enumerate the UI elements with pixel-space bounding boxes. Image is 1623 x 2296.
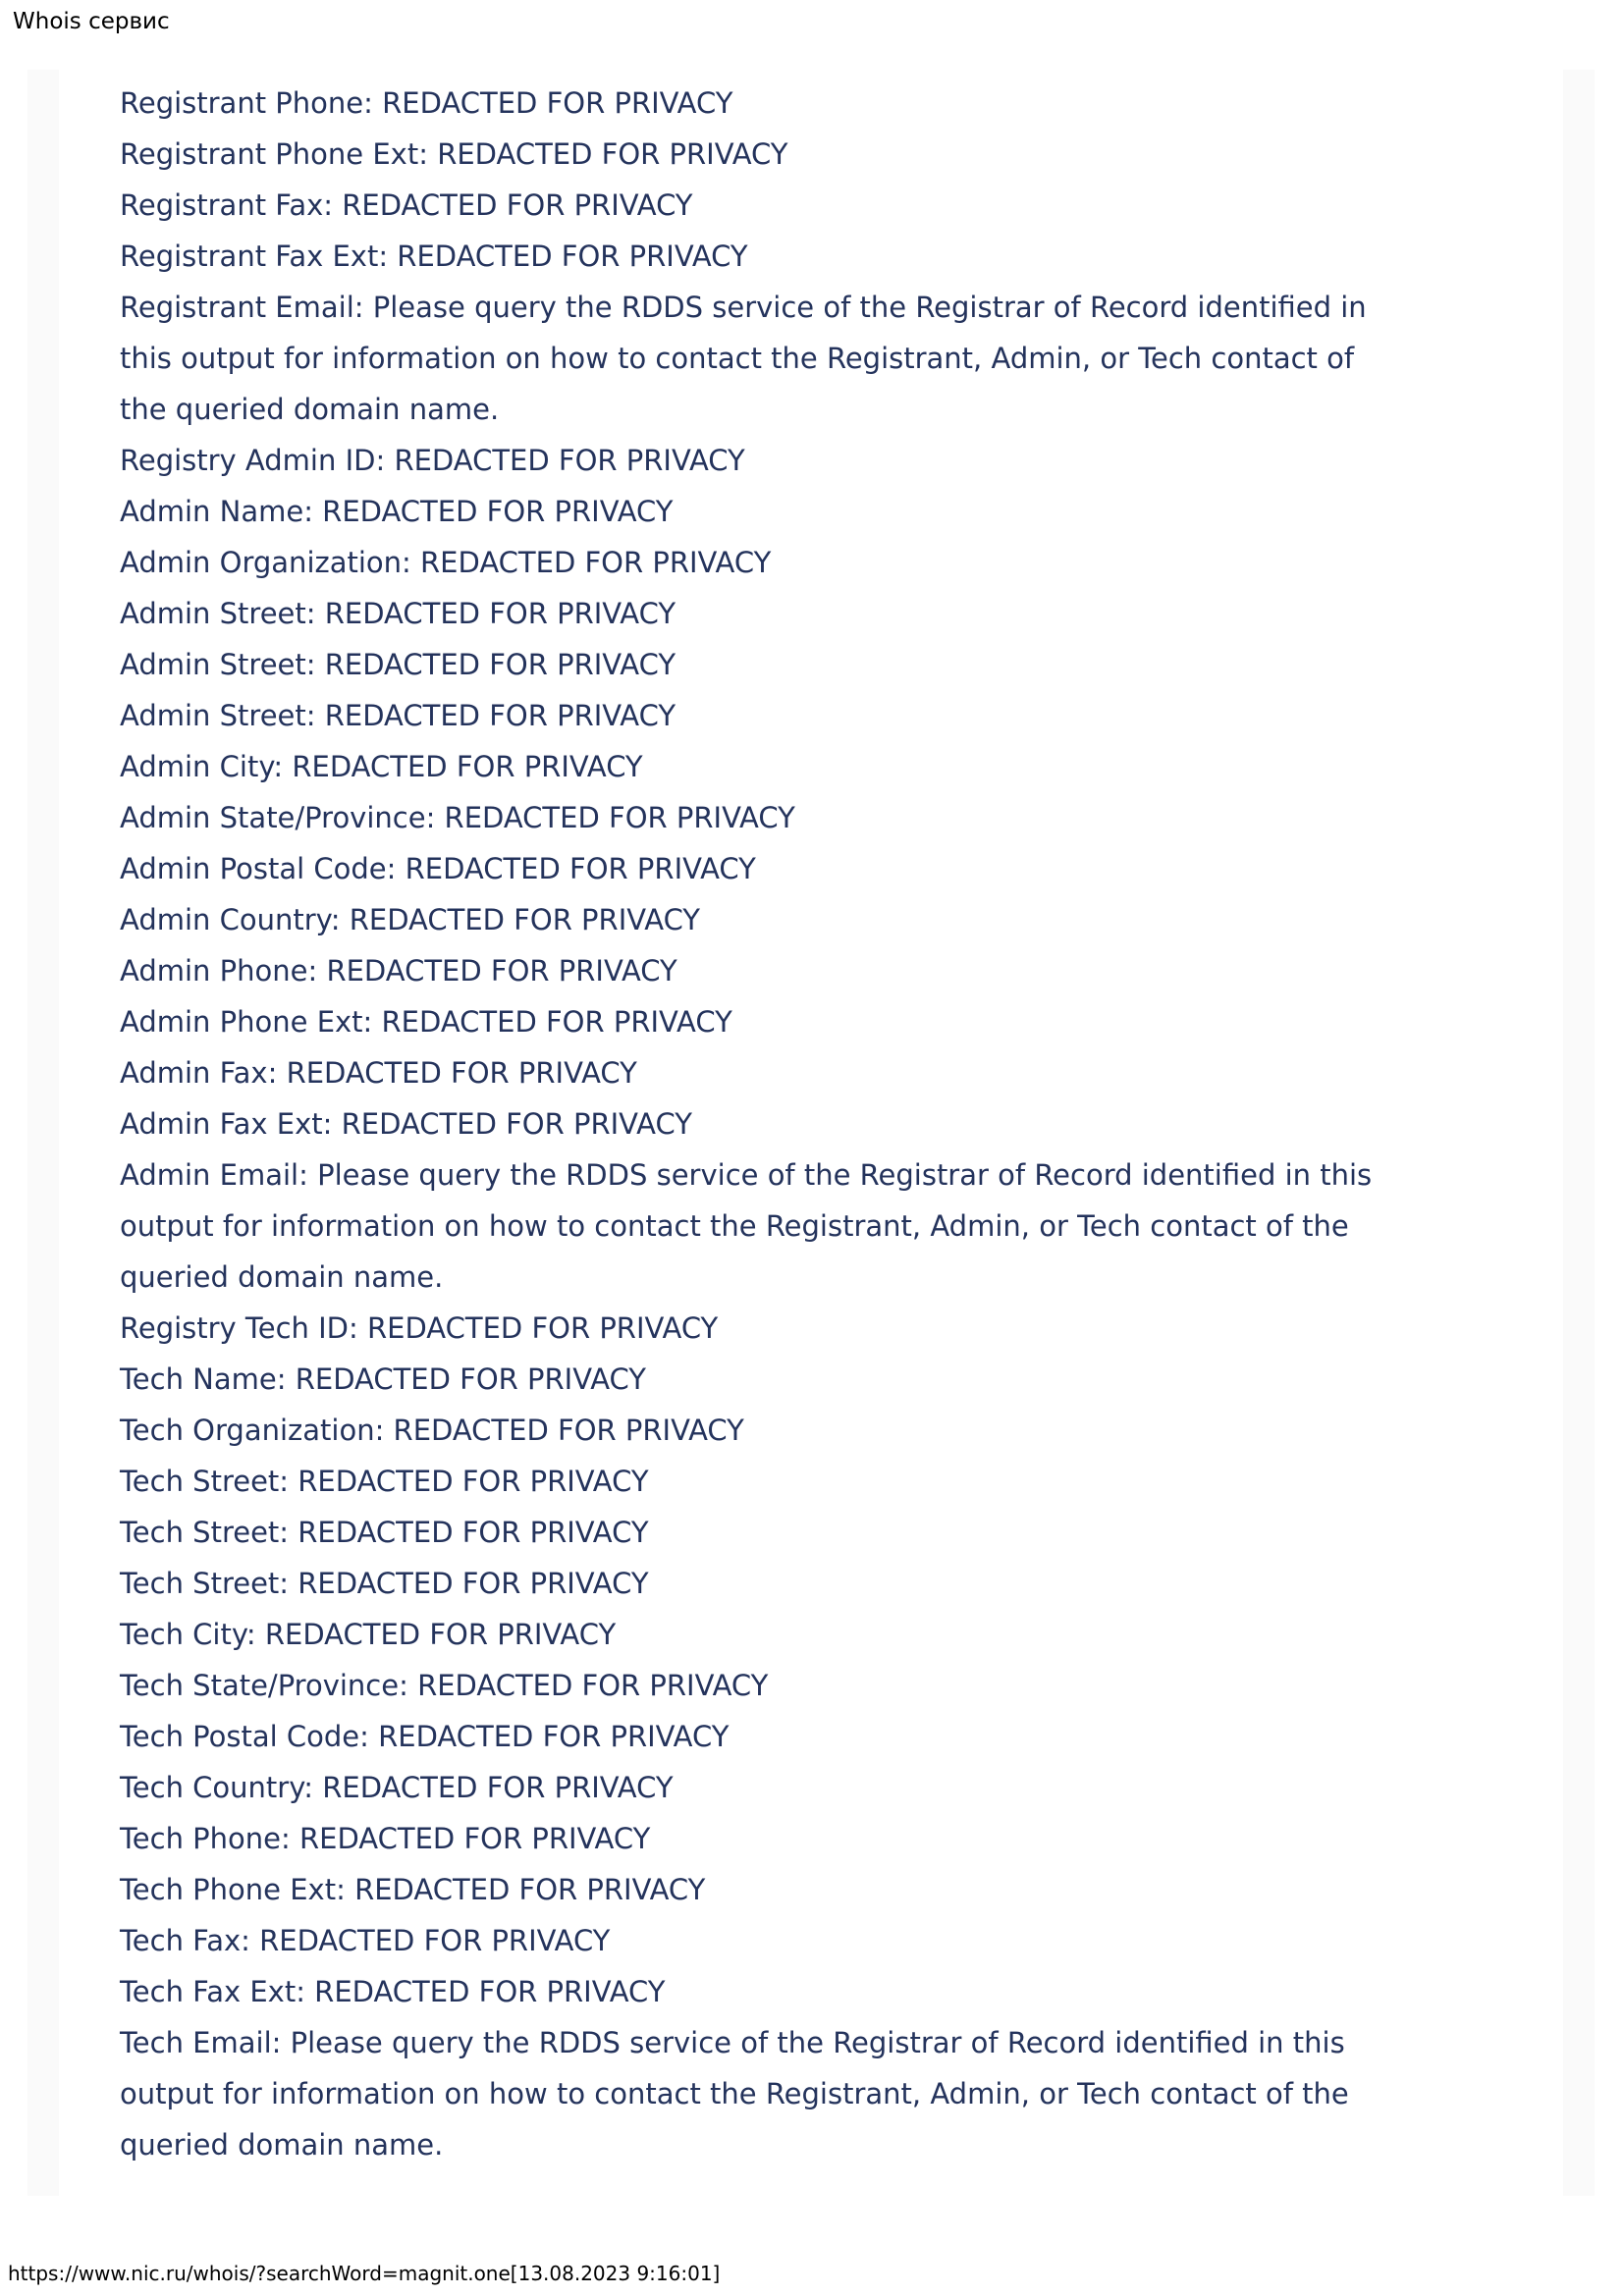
whois-output-line: Tech Street: REDACTED FOR PRIVACY: [120, 1516, 649, 1549]
whois-output-line: Admin Name: REDACTED FOR PRIVACY: [120, 495, 674, 528]
whois-output-panel: [27, 70, 1595, 2196]
whois-output-line: Tech State/Province: REDACTED FOR PRIVACY: [120, 1669, 769, 1702]
whois-output-line: Admin Street: REDACTED FOR PRIVACY: [120, 597, 676, 630]
whois-output-line: Registrant Fax Ext: REDACTED FOR PRIVACY: [120, 240, 748, 273]
whois-output-line: Tech Email: Please query the RDDS service of the Registrar of Record identified in this: [120, 2026, 1345, 2059]
whois-output-line: Admin Phone: REDACTED FOR PRIVACY: [120, 954, 677, 988]
whois-output-line: Admin Phone Ext: REDACTED FOR PRIVACY: [120, 1005, 732, 1039]
whois-output-line: Tech Postal Code: REDACTED FOR PRIVACY: [120, 1720, 730, 1753]
whois-output-line: queried domain name.: [120, 2128, 444, 2162]
whois-output-line: Registrant Phone Ext: REDACTED FOR PRIVACY: [120, 137, 788, 171]
whois-output-line: Admin Country: REDACTED FOR PRIVACY: [120, 903, 701, 936]
whois-output-line: Tech Fax Ext: REDACTED FOR PRIVACY: [120, 1975, 666, 2008]
whois-output-line: Tech Phone Ext: REDACTED FOR PRIVACY: [120, 1873, 706, 1906]
whois-output-line: Tech Street: REDACTED FOR PRIVACY: [120, 1465, 649, 1498]
whois-output-line: Tech Organization: REDACTED FOR PRIVACY: [120, 1414, 744, 1447]
whois-output-line: queried domain name.: [120, 1260, 444, 1294]
whois-output-line: Tech Phone: REDACTED FOR PRIVACY: [120, 1822, 651, 1855]
whois-output-line: Tech Fax: REDACTED FOR PRIVACY: [120, 1924, 611, 1957]
whois-output-line: output for information on how to contact the Registrant, Admin, or Tech contact of the: [120, 1209, 1349, 1243]
whois-output-line: Registry Tech ID: REDACTED FOR PRIVACY: [120, 1311, 719, 1345]
whois-output-line: Admin Organization: REDACTED FOR PRIVACY: [120, 546, 772, 579]
whois-output-line: Admin City: REDACTED FOR PRIVACY: [120, 750, 643, 783]
whois-output-line: Tech Country: REDACTED FOR PRIVACY: [120, 1771, 674, 1804]
whois-output-line: Tech Street: REDACTED FOR PRIVACY: [120, 1567, 649, 1600]
whois-output-line: Admin State/Province: REDACTED FOR PRIVACY: [120, 801, 795, 834]
whois-output-line: Admin Street: REDACTED FOR PRIVACY: [120, 648, 676, 681]
whois-output-line: the queried domain name.: [120, 393, 500, 426]
whois-output-line: Admin Fax: REDACTED FOR PRIVACY: [120, 1056, 637, 1090]
page-title: Whois сервис: [13, 9, 170, 34]
whois-output-line: Registrant Fax: REDACTED FOR PRIVACY: [120, 188, 693, 222]
whois-output-line: Admin Fax Ext: REDACTED FOR PRIVACY: [120, 1107, 692, 1141]
whois-output-line: this output for information on how to contact the Registrant, Admin, or Tech contact of: [120, 342, 1355, 375]
whois-output-line: Admin Street: REDACTED FOR PRIVACY: [120, 699, 676, 732]
whois-output-line: Admin Postal Code: REDACTED FOR PRIVACY: [120, 852, 756, 885]
whois-output-line: Tech City: REDACTED FOR PRIVACY: [120, 1618, 617, 1651]
whois-output-text: [59, 70, 1563, 2170]
whois-output-line: Registrant Email: Please query the RDDS service of the Registrar of Record identified in: [120, 291, 1367, 324]
whois-output-line: output for information on how to contact the Registrant, Admin, or Tech contact of the: [120, 2077, 1349, 2110]
print-footer-url: https://www.nic.ru/whois/?searchWord=magnit.one[13.08.2023 9:16:01]: [8, 2262, 721, 2285]
whois-output-line: Tech Name: REDACTED FOR PRIVACY: [120, 1362, 647, 1396]
whois-output-line: Registry Admin ID: REDACTED FOR PRIVACY: [120, 444, 745, 477]
whois-output-line: Registrant Phone: REDACTED FOR PRIVACY: [120, 86, 733, 120]
whois-output-line: Admin Email: Please query the RDDS service of the Registrar of Record identified in this: [120, 1158, 1373, 1192]
